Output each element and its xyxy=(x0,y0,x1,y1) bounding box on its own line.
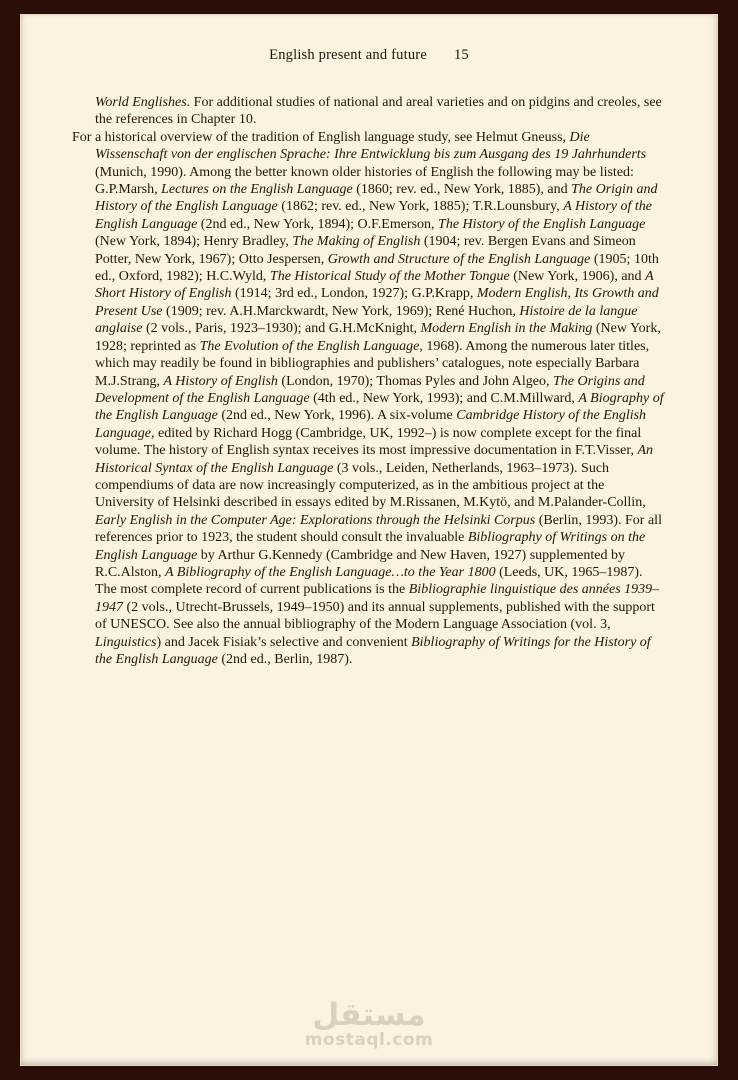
text-segment: (New York, 1906), and xyxy=(509,269,646,285)
text-segment: edited by Richard Hogg (Cambridge, UK, 1992–) is now complete except for the final volume. The history of English syntax receives its most impressive documentation in F.T.Visser, xyxy=(95,425,642,459)
book-page xyxy=(20,14,718,1066)
mostaql-logo: مستقل xyxy=(312,997,426,1033)
text-segment: (Munich, 1990). Among the better known older histories of English the following may be listed: G.P.Marsh, xyxy=(95,164,634,198)
text-segment: . For additional studies of national and areal varieties and on pidgins and creoles, see the references in Chapter 10. xyxy=(95,95,662,128)
text-segment: Bibliography of Writings on the English Language xyxy=(95,530,646,563)
text-segment: (2nd ed., Berlin, 1987). xyxy=(217,652,353,667)
body-paragraphs xyxy=(72,94,664,668)
text-segment: The Evolution of the English Language, xyxy=(199,338,423,354)
watermark xyxy=(20,997,718,1050)
text-segment: (London, 1970); Thomas Pyles and John Algeo, xyxy=(277,373,553,389)
text-segment: An Historical Syntax of the English Language xyxy=(95,443,654,476)
text-segment: Growth and Structure of the English Language xyxy=(327,251,591,267)
page-number: 15 xyxy=(453,47,469,63)
text-segment: World Englishes xyxy=(95,95,187,110)
text-segment: (4th ed., New York, 1993); and C.M.Millward, xyxy=(309,390,579,406)
text-segment: The Historical Study of the Mother Tongue xyxy=(269,269,510,285)
text-segment: (1905; 10th ed., Oxford, 1982); H.C.Wyld, xyxy=(95,251,659,285)
text-segment: Early English in the Computer Age: Explorations through the Helsinki Corpus xyxy=(95,512,536,528)
text-segment: For a historical overview of the tradition of English language study, see Helmut Gneuss, xyxy=(72,129,570,145)
text-segment: The Origin and History of the English Language xyxy=(95,182,658,215)
text-segment: A History of English xyxy=(163,373,278,389)
text-segment: A History of the English Language xyxy=(95,199,652,232)
text-segment: ) and Jacek Fisiak’s selective and convenient xyxy=(156,634,412,650)
text-segment: The Origins and Development of the English Language xyxy=(95,373,645,406)
text-segment: (1904; rev. Bergen Evans and Simeon Potter, New York, 1967); Otto Jespersen, xyxy=(95,234,636,267)
text-segment: (2 vols., Paris, 1923–1930); and G.H.McKnight, xyxy=(142,321,421,337)
watermark-domain: mostaql.com xyxy=(304,1030,434,1050)
text-segment: A Biography of the English Language xyxy=(95,390,664,424)
text-segment: Lectures on the English Language xyxy=(161,182,353,198)
text-segment: by Arthur G.Kennedy (Cambridge and New Haven, 1927) supplemented by R.C.Alston, xyxy=(95,547,625,580)
text-segment: The History of the English Language xyxy=(438,216,646,232)
text-segment: A Short History of English xyxy=(95,269,654,302)
text-segment: (New York, 1928; reprinted as xyxy=(95,321,661,354)
text-segment: (2nd ed., New York, 1894); O.F.Emerson, xyxy=(197,216,439,232)
running-head-title: English present and future xyxy=(269,47,427,63)
text-segment: (Leeds, UK, 1965–1987). The most complete record of current publications is the xyxy=(95,564,643,598)
text-segment: A Bibliography of the English Language…to the Year 1800 xyxy=(165,564,496,580)
text-segment: The Making of English xyxy=(292,234,421,250)
text-segment: Bibliographie linguistique des années 1939–1947 xyxy=(95,582,660,615)
running-head xyxy=(20,47,718,64)
text-segment: Linguistics xyxy=(95,634,157,650)
text-segment: Bibliography of Writings for the History of the English Language xyxy=(95,634,651,667)
text-segment: (1862; rev. ed., New York, 1885); T.R.Lounsbury, xyxy=(277,199,564,215)
text-segment: (3 vols., Leiden, Netherlands, 1963–1973). Such compendiums of data are now increasingly computerized, as in the ambitious project at the University of Helsinki described in essays edited by M.Rissanen, M.Kytö, and M.Palander-Collin, xyxy=(95,460,646,511)
paragraph xyxy=(72,129,664,669)
text-segment: (2nd ed., New York, 1996). A six-volume xyxy=(217,408,457,424)
text-segment: (1909; rev. A.H.Marckwardt, New York, 1969); René Huchon, xyxy=(162,303,520,319)
paragraph xyxy=(72,94,664,129)
text-segment: 1968). Among the numerous later titles, which may readily be found in bibliographies and publishers’ catalogues, note especially Barbara M.J.Strang, xyxy=(95,338,650,389)
text-segment: (Berlin, 1993). For all references prior to 1923, the student should consult the invaluable xyxy=(95,512,662,546)
text-segment: (New York, 1894); Henry Bradley, xyxy=(95,234,293,250)
text-segment: Cambridge History of the English Language, xyxy=(95,408,647,441)
text-segment: (1914; 3rd ed., London, 1927); G.P.Krapp, xyxy=(231,286,477,302)
text-segment: Die Wissenschaft von der englischen Sprache: Ihre Entwicklung bis zum Ausgang des 19 Jahrhunderts xyxy=(95,129,647,163)
text-segment: Modern English in the Making xyxy=(420,321,593,337)
text-segment: Histoire de la langue anglaise xyxy=(95,303,638,337)
text-segment: (1860; rev. ed., New York, 1885), and xyxy=(352,182,572,198)
text-segment: (2 vols., Utrecht-Brussels, 1949–1950) and its annual supplements, published with the support of UNESCO. See also the annual bibliography of the Modern Language Association (vol. 3, xyxy=(95,599,655,633)
text-segment: Modern English, Its Growth and Present Use xyxy=(95,286,659,319)
